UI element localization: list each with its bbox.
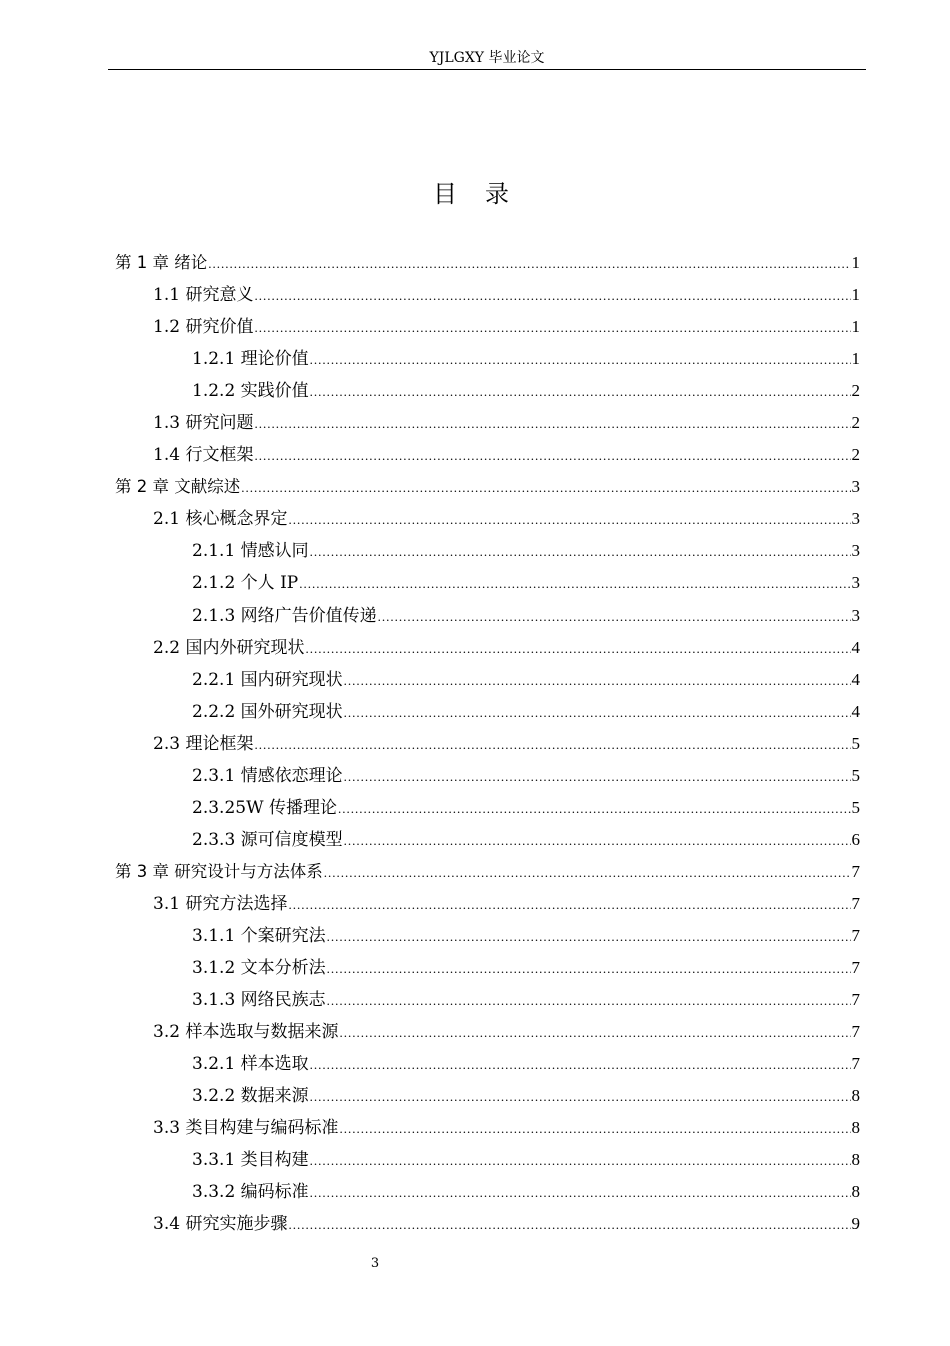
toc-entry[interactable] xyxy=(115,375,860,407)
toc-entry-page: 7 xyxy=(851,1022,860,1042)
toc-entry-page: 6 xyxy=(851,829,860,849)
dot-leader xyxy=(310,1049,851,1081)
toc-entry-page: 3 xyxy=(851,477,860,497)
dot-leader xyxy=(324,857,851,889)
toc-entry[interactable] xyxy=(115,1048,860,1080)
dot-leader xyxy=(241,472,850,504)
toc-entry[interactable] xyxy=(115,1208,860,1240)
toc-entry-page: 8 xyxy=(851,1150,860,1170)
toc-entry-label: 3.3.1 类目构建 xyxy=(192,1150,309,1171)
toc-entry-label: 2.2 国内外研究现状 xyxy=(153,637,305,658)
toc-entry[interactable] xyxy=(115,1080,860,1112)
toc-entry[interactable] xyxy=(115,792,860,824)
toc-entry[interactable] xyxy=(115,567,860,599)
toc-entry-page: 2 xyxy=(851,413,860,433)
toc-entry[interactable] xyxy=(115,632,860,664)
table-of-contents xyxy=(115,247,860,1240)
toc-entry-label: 2.2.1 国内研究现状 xyxy=(192,669,343,690)
toc-entry-label: 3.4 研究实施步骤 xyxy=(153,1214,288,1235)
toc-entry-page: 8 xyxy=(851,1118,860,1138)
toc-entry-label: 3.1.3 网络民族志 xyxy=(192,990,326,1011)
toc-entry[interactable] xyxy=(115,856,860,888)
dot-leader xyxy=(254,729,850,761)
toc-entry-page: 7 xyxy=(851,925,860,945)
toc-entry-page: 3 xyxy=(851,541,860,561)
toc-entry[interactable] xyxy=(115,664,860,696)
toc-entry-label: 2.3.1 情感依恋理论 xyxy=(192,765,343,786)
toc-entry[interactable] xyxy=(115,984,860,1016)
toc-entry[interactable] xyxy=(115,311,860,343)
dot-leader xyxy=(254,440,850,472)
toc-entry-page: 7 xyxy=(851,958,860,978)
dot-leader xyxy=(288,889,850,921)
toc-entry[interactable] xyxy=(115,760,860,792)
toc-entry-label: 1.3 研究问题 xyxy=(153,413,254,434)
toc-entry-label: 3.2.2 数据来源 xyxy=(192,1086,309,1107)
toc-entry-label: 2.1.2 个人 IP xyxy=(192,573,299,594)
toc-entry-page: 1 xyxy=(851,349,860,369)
toc-entry-label: 第 2 章 文献综述 xyxy=(115,477,241,497)
toc-entry[interactable] xyxy=(115,279,860,311)
toc-entry-page: 4 xyxy=(851,637,860,657)
toc-entry-label: 3.2.1 样本选取 xyxy=(192,1054,309,1075)
toc-entry-label: 3.2 样本选取与数据来源 xyxy=(153,1022,339,1043)
toc-entry-label: 3.1 研究方法选择 xyxy=(153,893,288,914)
dot-leader xyxy=(344,665,851,697)
toc-entry-label: 1.1 研究意义 xyxy=(153,285,254,306)
toc-entry-label: 2.1 核心概念界定 xyxy=(153,509,288,530)
dot-leader xyxy=(254,280,850,312)
dot-leader xyxy=(344,825,851,857)
toc-entry[interactable] xyxy=(115,696,860,728)
toc-entry-label: 2.2.2 国外研究现状 xyxy=(192,701,343,722)
toc-entry-page: 4 xyxy=(851,701,860,721)
dot-leader xyxy=(288,1209,850,1241)
dot-leader xyxy=(310,376,851,408)
toc-entry-page: 1 xyxy=(851,317,860,337)
toc-entry[interactable] xyxy=(115,920,860,952)
dot-leader xyxy=(310,344,851,376)
header-divider xyxy=(108,69,866,70)
toc-entry[interactable] xyxy=(115,343,860,375)
dot-leader xyxy=(327,921,851,953)
toc-entry-label: 3.3.2 编码标准 xyxy=(192,1182,309,1203)
toc-entry-page: 2 xyxy=(851,381,860,401)
toc-entry[interactable] xyxy=(115,952,860,984)
dot-leader xyxy=(338,793,851,825)
toc-entry[interactable] xyxy=(115,1016,860,1048)
toc-entry-label: 第 3 章 研究设计与方法体系 xyxy=(115,861,323,881)
toc-entry-page: 9 xyxy=(851,1214,860,1234)
dot-leader xyxy=(305,633,850,665)
toc-entry-page: 4 xyxy=(851,669,860,689)
toc-entry-label: 第 1 章 绪论 xyxy=(115,253,208,272)
toc-entry[interactable] xyxy=(115,471,860,503)
toc-entry-label: 2.1.3 网络广告价值传递 xyxy=(192,605,377,626)
toc-entry[interactable] xyxy=(115,888,860,920)
toc-entry-label: 3.1.2 文本分析法 xyxy=(192,958,326,979)
dot-leader xyxy=(254,312,850,344)
dot-leader xyxy=(344,697,851,729)
toc-entry-label: 1.4 行文框架 xyxy=(153,445,254,466)
toc-entry[interactable] xyxy=(115,247,860,279)
toc-entry-label: 1.2.1 理论价值 xyxy=(192,349,309,370)
dot-leader xyxy=(310,1145,851,1177)
toc-entry[interactable] xyxy=(115,1112,860,1144)
toc-entry-label: 1.2.2 实践价值 xyxy=(192,381,309,402)
dot-leader xyxy=(310,1081,851,1113)
toc-entry-page: 8 xyxy=(851,1086,860,1106)
toc-entry[interactable] xyxy=(115,407,860,439)
dot-leader xyxy=(339,1017,850,1049)
toc-entry-page: 3 xyxy=(851,605,860,625)
page-number: 3 xyxy=(370,1256,380,1271)
toc-entry[interactable] xyxy=(115,503,860,535)
toc-entry[interactable] xyxy=(115,824,860,856)
toc-entry[interactable] xyxy=(115,600,860,632)
toc-entry-page: 3 xyxy=(851,509,860,529)
toc-entry-label: 3.3 类目构建与编码标准 xyxy=(153,1118,339,1139)
dot-leader xyxy=(327,985,851,1017)
toc-entry[interactable] xyxy=(115,439,860,471)
toc-entry-label: 3.1.1 个案研究法 xyxy=(192,925,326,946)
toc-entry-page: 7 xyxy=(851,990,860,1010)
toc-entry-label: 2.3.25W 传播理论 xyxy=(192,797,337,818)
toc-entry-label: 2.1.1 情感认同 xyxy=(192,541,309,562)
toc-entry-page: 8 xyxy=(851,1182,860,1202)
toc-entry-page: 1 xyxy=(851,285,860,305)
toc-entry[interactable] xyxy=(115,728,860,760)
toc-entry[interactable] xyxy=(115,1144,860,1176)
dot-leader xyxy=(299,568,850,600)
dot-leader xyxy=(288,504,850,536)
page-header: YJLGXY 毕业论文 xyxy=(429,50,545,66)
dot-leader xyxy=(339,1113,850,1145)
toc-entry-label: 1.2 研究价值 xyxy=(153,317,254,338)
toc-entry-page: 7 xyxy=(851,861,860,881)
dot-leader xyxy=(327,953,851,985)
toc-title: 目录 xyxy=(433,180,537,208)
dot-leader xyxy=(378,601,851,633)
toc-entry[interactable] xyxy=(115,535,860,567)
toc-entry-label: 2.3 理论框架 xyxy=(153,733,254,754)
toc-entry-page: 1 xyxy=(851,253,860,272)
dot-leader xyxy=(208,248,850,280)
toc-entry-page: 3 xyxy=(851,573,860,593)
dot-leader xyxy=(310,536,851,568)
dot-leader xyxy=(254,408,850,440)
toc-entry-page: 2 xyxy=(851,445,860,465)
toc-entry-page: 5 xyxy=(851,765,860,785)
toc-entry-label: 2.3.3 源可信度模型 xyxy=(192,829,343,850)
dot-leader xyxy=(310,1177,851,1209)
toc-entry[interactable] xyxy=(115,1176,860,1208)
toc-entry-page: 5 xyxy=(851,797,860,817)
dot-leader xyxy=(344,761,851,793)
toc-entry-page: 7 xyxy=(851,893,860,913)
toc-entry-page: 5 xyxy=(851,733,860,753)
toc-entry-page: 7 xyxy=(851,1054,860,1074)
